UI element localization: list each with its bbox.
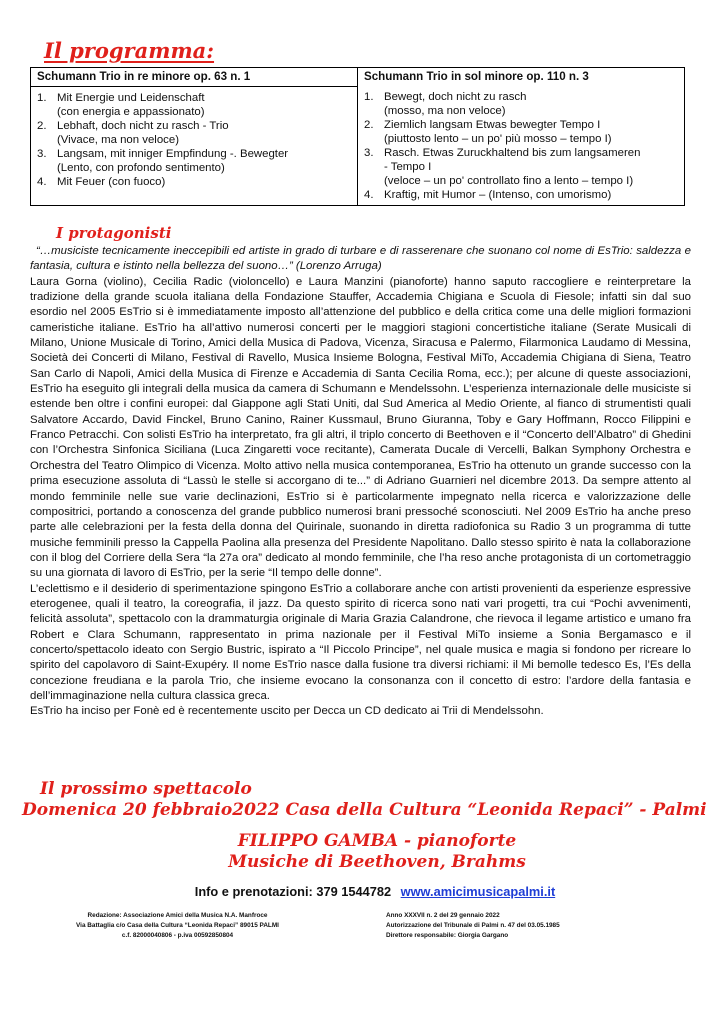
biography-paragraph: Laura Gorna (violino), Cecilia Radic (violoncello) e Laura Manzini (pianoforte) hanno saputo raccogliere e reinterpretare la tradizione della grande scuola italiana della Fondazione Stauffer, Accademia Chigiana e Scuola di Fiesole; infatti sin dal suo esordio nel 2005 EsTrio si è immediatamente imposto all’attenzione del pubblico e della critica come una delle migliori formazioni cameristiche italiane. EsTrio ha all’attivo numerosi concerti per le maggiori stagioni concertistiche italiane (Serate Musicali di Milano, Unione Musicale di Torino, Amici della Musica di Padova, Vicenza, Siracusa e Palermo, Filarmonica Laudamo di Messina, Società dei Concerti di Milano, Festival di Ravello, Musica Insieme Bologna, Festival MiTo, Accademia Chigiana di Siena, Teatro San Carlo di Napoli, Amici della Musica di Firenze e Accademia di Santa Cecilia Roma, ecc.); per alcune di queste associazioni, EsTrio ha eseguito gli integrali della musica da camera di Schumann e Mendelssohn. L’esperienza internazionale delle musiciste si estende ben oltre i confini europei: dal Giappone agli Stati Uniti, dal Sud America al Medio Oriente, al fianco di strumentisti quali Salvatore Accardo, David Finckel, Bruno Canino, Rainer Kussmaul, Bruno Giuranna, Toby e Gary Hoffmann, Rocco Filippini e Franco Petracchi. Con solisti EsTrio ha interpretato, fra gli altri, il triplo concerto di Beethoven e il “Concerto dell’Albatro” di Ghedini con l’Orchestra Sinfonica Siciliana (Luca Zingaretti voce recitante), Camerata Ducale di Vercelli, Balkan Symphony Orchestra e Orchestra del Teatro Olimpico di Vicenza. Molto attivo nella musica contemporanea, EsTrio ha ottenuto un grande successo con la prima esecuzione assoluta di “Lassù le stelle si accorgano di te...” di Adriano Guarnieri nel dicembre 2013. Da sempre attento al mondo femminile nelle sue varie declinazioni, EsTrio si è particolarmente impegnato nella ricerca e valorizzazione delle compositrici, portando a conoscenza del grande pubblico numerosi brani pressoché sconosciuti. Nel 2009 EsTrio ha anche preso parte alle celebrazioni per la festa della donna del Quirinale, suonando in diretta radiofonica su Radio 3 un programma di tutte musiche femminili presso la Cappella Paolina alla presenza del Presidente Napolitano. Dallo stesso spirito è nata la collaborazione con il blog del Corriere della Sera “la 27a ora” dedicato al mondo femminile, che l’ha reso anche protagonista di un cortometraggio su una giornata di lavoro di EsTrio, per la serie “Il tempo delle donne”.: [30, 275, 691, 580]
movement-text: Langsam, mit inniger Empfindung -. Bewegter (Lento, con profondo sentimento): [57, 148, 289, 174]
movement-number: 4.: [364, 189, 374, 201]
website-link[interactable]: www.amicimusicapalmi.it: [400, 884, 556, 899]
list-item: [364, 118, 680, 146]
movement-number: 4.: [37, 176, 47, 188]
event-date-venue: Domenica 20 febbraio2022 Casa della Cultura “Leonida Repaci” - Palmi: [22, 800, 707, 820]
right-movement-list: [358, 86, 684, 205]
list-item: [364, 90, 680, 118]
list-item: [37, 175, 353, 189]
list-item: [364, 146, 680, 188]
movement-text: Kraftig, mit Humor – (Intenso, con umorismo): [384, 189, 612, 201]
list-item: [37, 147, 353, 175]
footer-editorial: Redazione: Associazione Amici della Musica N.A. Manfroce Via Battaglia c/o Casa della Cultura “Leonida Repaci” 89015 PALMI c.f. 82000040806 - p.iva 00592850804: [76, 912, 279, 939]
movement-number: 3.: [37, 148, 47, 160]
next-event-heading: Il prossimo spettacolo: [40, 779, 252, 799]
movement-text: Rasch. Etwas Zuruckhaltend bis zum langsameren - Tempo I (veloce – un po' controllato fino a lento – tempo I): [384, 147, 641, 187]
biography-paragraph: L’eclettismo e il desiderio di sperimentazione spingono EsTrio a collaborare anche con artisti provenienti da esperienze espressive eterogenee, quali il teatro, la coreografia, il jazz. Da questo spirito di ricerca sono nati vari progetti, tra cui “Pochi avvenimenti, felicità assoluta”, spettacolo con la drammaturgia originale di Maria Grazia Calandrone, che rievoca il legame artistico e umano fra Robert e Clara Schumann, rappresentato in prima nazionale per il Festival MiTo insieme a Sonia Bergamasco e il concerto/spettacolo ideato con Sergio Bustric, ispirato a “Il Piccolo Principe”, nel quale musica e magia si fondono per ricreare lo spirito del capolavoro di Saint-Exupéry. Il nome EsTrio nasce dalla fusione tra diversi richiami: il Mi bemolle tedesco Es, l’Es della concezione freudiana e la parola Trio, che insieme evocano la consonanza con il concetto di estro: l’ardore della fantasia e dell’immaginazione nella cultura classica greca.: [30, 582, 691, 702]
movement-number: 3.: [364, 147, 374, 159]
biography-paragraph: EsTrio ha inciso per Fonè ed è recentemente uscito per Decca un CD dedicato ai Trii di Mendelssohn.: [30, 705, 544, 718]
event-program: Musiche di Beethoven, Brahms: [228, 852, 526, 872]
movement-number: 1.: [37, 92, 47, 104]
footer-registration: Anno XXXVII n. 2 del 29 gennaio 2022 Autorizzazione del Tribunale di Palmi n. 47 del 03.05.1985 Direttore responsabile: Giorgia Gargano: [386, 912, 560, 939]
movement-text: Mit Feuer (con fuoco): [57, 176, 166, 188]
program-table: [30, 67, 685, 206]
right-work-title: Schumann Trio in sol minore op. 110 n. 3: [364, 70, 589, 83]
list-item: [364, 188, 680, 202]
movement-number: 2.: [37, 120, 47, 132]
program-column-right: [358, 68, 685, 206]
press-quote: “…musiciste tecnicamente ineccepibili ed artiste in grado di turbare e di rasserenare che suonano col nome di EsTrio: saldezza e fantasia, cultura e istinto nella bellezza del suono…” (Lorenzo Arruga): [30, 245, 691, 273]
protagonisti-body: [30, 244, 691, 720]
movement-number: 2.: [364, 119, 374, 131]
left-work-title: Schumann Trio in re minore op. 63 n. 1: [31, 68, 357, 87]
movement-number: 1.: [364, 91, 374, 103]
movement-text: Ziemlich langsam Etwas bewegter Tempo I (piuttosto lento – un po' più mosso – tempo I): [384, 119, 612, 145]
programma-heading: Il programma:: [44, 38, 215, 63]
protagonisti-heading: I protagonisti: [56, 224, 172, 242]
program-column-left: [31, 68, 358, 206]
event-performer: FILIPPO GAMBA - pianoforte: [237, 831, 517, 851]
info-phone: Info e prenotazioni: 379 1544782: [194, 884, 392, 899]
list-item: [37, 119, 353, 147]
left-movement-list: [31, 87, 357, 192]
movement-text: Lebhaft, doch nicht zu rasch - Trio (Vivace, ma non veloce): [57, 120, 229, 146]
movement-text: Bewegt, doch nicht zu rasch (mosso, ma non veloce): [384, 91, 527, 117]
movement-text: Mit Energie und Leidenschaft (con energia e appassionato): [57, 92, 205, 118]
info-line: [0, 884, 724, 899]
list-item: [37, 91, 353, 119]
